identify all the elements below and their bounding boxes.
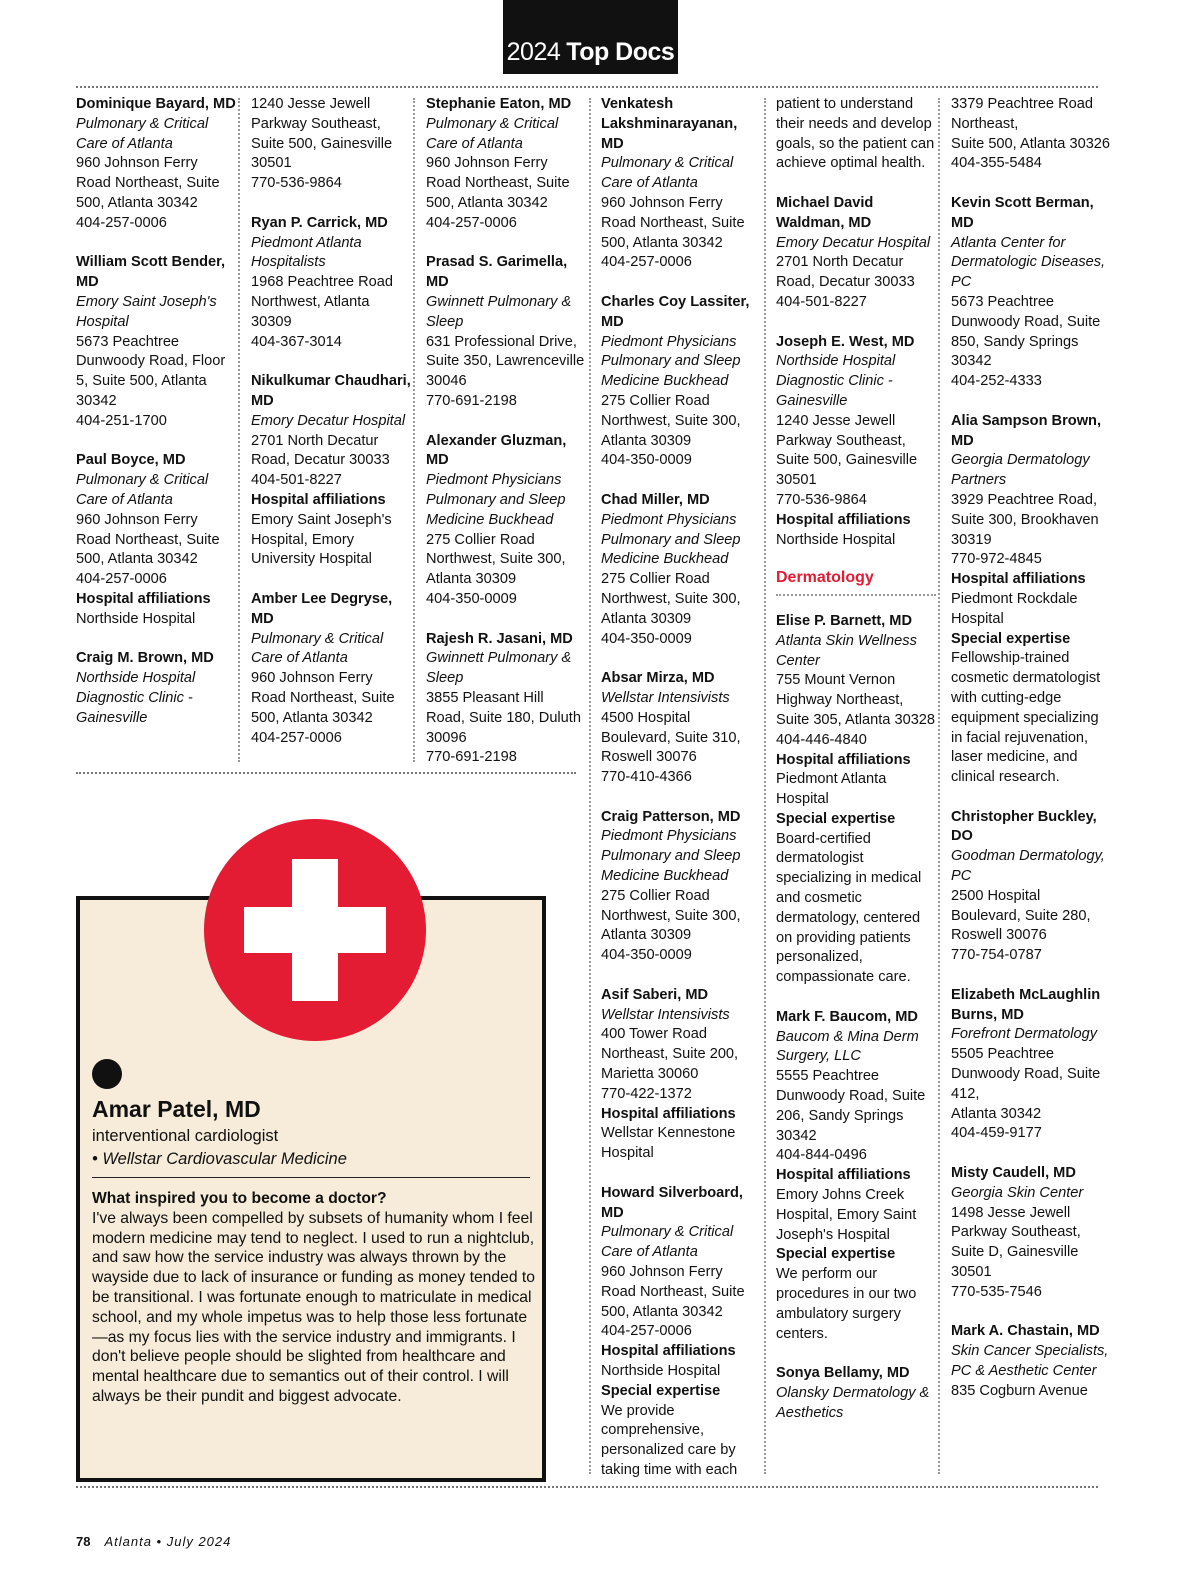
column-divider: [764, 98, 766, 1474]
doctor-name: Amber Lee Degryse, MD: [251, 590, 393, 627]
page-footer: [76, 1534, 231, 1549]
affiliations-text: Piedmont Rockdale Hospital: [951, 590, 1078, 627]
expertise-label: Special expertise: [776, 1246, 896, 1263]
bullet-dot-icon: [92, 1059, 122, 1089]
address-line: 835 Cogburn Avenue: [951, 1382, 1088, 1399]
practice-name: Wellstar Intensivists: [601, 1006, 730, 1023]
doctor-entry: [951, 986, 1111, 1144]
practice-name: Atlanta Skin Wellness Center: [776, 632, 917, 669]
doctor-entry: [601, 986, 761, 1164]
practice-name: Piedmont Physicians Pulmonary and Sleep Medicine Buckhead: [601, 828, 741, 885]
address-line: 3929 Peachtree Road, Suite 300, Brookhaven 30319: [951, 491, 1099, 548]
column-divider: [238, 98, 240, 762]
doctor-entry: [776, 1364, 936, 1423]
address-line: 275 Collier Road Northwest, Suite 300, Atlanta 30309: [601, 887, 741, 944]
address-line: 960 Johnson Ferry Road Northeast, Suite 500, Atlanta 30342: [426, 155, 570, 211]
practice-name: Pulmonary & Critical Care of Atlanta: [601, 1224, 734, 1261]
address-line: 5673 Peachtree Dunwoody Road, Floor 5, Suite 500, Atlanta 30342: [76, 333, 226, 409]
phone-number: 404-355-5484: [951, 155, 1042, 172]
doctor-entry: [251, 95, 411, 194]
listing-column-4: [601, 95, 761, 1501]
phone-number: 404-501-8227: [776, 293, 867, 310]
doctor-entry: [776, 95, 936, 174]
doctor-name: Elizabeth McLaughlin Burns, MD: [951, 986, 1101, 1023]
doctor-name: Alia Sampson Brown, MD: [951, 412, 1102, 449]
practice-name: Olansky Dermatology & Aesthetics: [776, 1385, 930, 1421]
address-line: 275 Collier Road Northwest, Suite 300, Atlanta 30309: [426, 531, 566, 588]
doctor-name: Kevin Scott Berman, MD: [951, 194, 1094, 231]
doctor-name: Prasad S. Garimella, MD: [426, 254, 568, 291]
practice-name: Piedmont Atlanta Hospitalists: [251, 234, 362, 271]
phone-number: 404-350-0009: [601, 452, 692, 469]
doctor-entry: [76, 451, 236, 629]
doctor-name: Elise P. Barnett, MD: [776, 612, 912, 629]
doctor-name: Absar Mirza, MD: [601, 670, 715, 687]
address-line: Suite 500, Atlanta 30326: [951, 135, 1111, 152]
doctor-name: Dominique Bayard, MD: [76, 96, 236, 112]
address-line: 960 Johnson Ferry Road Northeast, Suite 500, Atlanta 30342: [76, 155, 220, 211]
doctor-entry: [776, 612, 936, 988]
phone-number: 770-536-9864: [251, 175, 342, 192]
address-line: 2701 North Decatur Road, Decatur 30033: [776, 254, 915, 291]
doctor-name: Alexander Gluzman, MD: [426, 432, 567, 469]
expertise-text: patient to understand their needs and develop goals, so the patient can achieve optimal health.: [776, 96, 935, 172]
phone-number: 404-501-8227: [251, 472, 342, 489]
phone-number: 404-257-0006: [601, 1323, 692, 1340]
doctor-name: Howard Silverboard, MD: [601, 1184, 743, 1221]
phone-number: 770-536-9864: [776, 491, 867, 508]
profile-qa: [92, 1189, 538, 1407]
doctor-entry: [951, 95, 1111, 174]
phone-number: 770-535-7546: [951, 1283, 1042, 1300]
practice-name: Piedmont Physicians Pulmonary and Sleep Medicine Buckhead: [601, 333, 741, 390]
phone-number: 404-367-3014: [251, 333, 342, 350]
section-header-tab: [503, 0, 678, 74]
phone-number: 404-257-0006: [426, 214, 517, 231]
doctor-name: Mark A. Chastain, MD: [951, 1323, 1100, 1340]
doctor-entry: [951, 194, 1111, 392]
doctor-name: Mark F. Baucom, MD: [776, 1008, 918, 1025]
practice-name: Georgia Skin Center: [951, 1184, 1084, 1201]
doctor-name: Michael David Waldman, MD: [776, 194, 874, 231]
doctor-entry: [601, 808, 761, 966]
expertise-label: Special expertise: [776, 810, 896, 827]
profile-answer: I've always been compelled by subsets of humanity whom I feel modern medicine may tend to neglect. I used to run a nightclub, and saw how the service industry was always thrown by the wayside due to lack of insurance or funding as money tended to be transitional. I was fortunate enough to matriculate in medical school, and my whole impetus was to help those less fortunate—as my focus lies with the service industry and immigrants. I don't believe people should be slighted from healthcare and mental healthcare due to semantics out of their control. I will always be their pundit and biggest advocate.: [92, 1209, 536, 1405]
doctor-entry: [601, 669, 761, 788]
affiliations-label: Hospital affiliations: [251, 491, 386, 508]
practice-name: Pulmonary & Critical Care of Atlanta: [76, 115, 209, 152]
doctor-name: Rajesh R. Jasani, MD: [426, 630, 573, 647]
practice-name: Wellstar Intensivists: [601, 689, 730, 706]
phone-number: 404-350-0009: [426, 590, 517, 607]
address-line: 1240 Jesse Jewell Parkway Southeast, Suite 500, Gainesville 30501: [776, 412, 918, 489]
doctor-name: Charles Coy Lassiter, MD: [601, 293, 750, 330]
medical-cross-icon: [204, 819, 426, 1041]
expertise-text: We perform our procedures in our two ambulatory surgery centers.: [776, 1266, 917, 1342]
phone-number: 404-257-0006: [601, 254, 692, 271]
address-line: 1968 Peachtree Road Northwest, Atlanta 30309: [251, 274, 393, 330]
address-line: 3379 Peachtree Road Northeast,: [951, 96, 1093, 132]
section-heading: Dermatology: [776, 568, 936, 596]
doctor-name: Misty Caudell, MD: [951, 1165, 1076, 1182]
phone-number: 404-252-4333: [951, 373, 1042, 390]
affiliations-label: Hospital affiliations: [776, 511, 911, 528]
phone-number: 770-422-1372: [601, 1085, 692, 1102]
phone-number: 404-257-0006: [251, 729, 342, 746]
phone-number: 404-257-0006: [76, 571, 167, 588]
doctor-entry: [951, 808, 1111, 966]
address-line: 2701 North Decatur Road, Decatur 30033: [251, 432, 390, 469]
doctor-name: Joseph E. West, MD: [776, 333, 915, 350]
affiliations-text: Piedmont Atlanta Hospital: [776, 771, 887, 808]
address-line: 960 Johnson Ferry Road Northeast, Suite 500, Atlanta 30342: [251, 670, 395, 726]
affiliations-label: Hospital affiliations: [601, 1343, 736, 1360]
affiliations-text: Wellstar Kennestone Hospital: [601, 1125, 736, 1162]
doctor-name: Venkatesh Lakshminarayanan, MD: [601, 96, 738, 152]
column-divider: [589, 98, 591, 1474]
doctor-entry: [76, 253, 236, 431]
doctor-entry: [776, 194, 936, 313]
address-line: 1240 Jesse Jewell Parkway Southeast, Suite 500, Gainesville 30501: [251, 96, 393, 172]
column-divider: [413, 98, 415, 762]
affiliations-label: Hospital affiliations: [76, 590, 211, 607]
doctor-entry: [951, 1164, 1111, 1303]
address-line: 755 Mount Vernon Highway Northeast, Suite 305, Atlanta 30328: [776, 672, 936, 728]
doctor-entry: [601, 1184, 761, 1481]
phone-number: 770-691-2198: [426, 392, 517, 409]
doctor-entry: [251, 590, 411, 748]
address-line: 631 Professional Drive, Suite 350, Lawrenceville 30046: [426, 333, 585, 390]
affiliations-label: Hospital affiliations: [951, 571, 1086, 588]
doctor-name: William Scott Bender, MD: [76, 254, 226, 291]
doctor-entry: [426, 432, 586, 610]
doctor-entry: [426, 95, 586, 234]
doctor-name: Nikulkumar Chaudhari, MD: [251, 373, 411, 409]
listing-column-3: [426, 95, 586, 788]
affiliations-text: Emory Johns Creek Hospital, Emory Saint Joseph's Hospital: [776, 1187, 917, 1243]
address-line: 5505 Peachtree Dunwoody Road, Suite 412,: [951, 1046, 1101, 1102]
practice-name: Georgia Dermatology Partners: [951, 452, 1090, 489]
profile-name: Amar Patel, MD: [92, 1096, 261, 1122]
doctor-entry: [601, 491, 761, 649]
bottom-dotted-rule: [76, 1486, 1098, 1488]
publication-line: Atlanta • July 2024: [104, 1534, 232, 1549]
page-number: 78: [76, 1534, 91, 1549]
phone-number: 404-844-0496: [776, 1147, 867, 1164]
phone-number: 770-410-4366: [601, 769, 692, 786]
listing-column-6: [951, 95, 1111, 1421]
address-line: 275 Collier Road Northwest, Suite 300, Atlanta 30309: [601, 571, 741, 627]
practice-name: Skin Cancer Specialists, PC & Aesthetic Center: [951, 1343, 1109, 1379]
doctor-entry: [426, 253, 586, 411]
practice-name: Gwinnett Pulmonary & Sleep: [426, 650, 572, 687]
practice-name: Northside Hospital Diagnostic Clinic - Gainesville: [76, 670, 196, 726]
phone-number: 404-459-9177: [951, 1125, 1042, 1142]
doctor-entry: [251, 214, 411, 353]
doctor-entry: [601, 95, 761, 273]
practice-name: Forefront Dermatology: [951, 1026, 1097, 1043]
doctor-entry: [76, 649, 236, 728]
address-line: 3855 Pleasant Hill Road, Suite 180, Duluth 30096: [426, 689, 581, 746]
doctor-entry: [601, 293, 761, 471]
doctor-name: Chad Miller, MD: [601, 491, 710, 508]
practice-name: Goodman Dermatology, PC: [951, 848, 1105, 885]
listing-column-1: [76, 95, 236, 748]
address-line: 960 Johnson Ferry Road Northeast, Suite 500, Atlanta 30342: [601, 194, 745, 251]
affiliations-label: Hospital affiliations: [776, 751, 911, 768]
address-line: 2500 Hospital Boulevard, Suite 280, Roswell 30076: [951, 887, 1091, 944]
address-line: 5555 Peachtree Dunwoody Road, Suite 206, Sandy Springs 30342: [776, 1068, 926, 1144]
profile-affiliation: • Wellstar Cardiovascular Medicine: [92, 1150, 347, 1168]
practice-name: Emory Decatur Hospital: [251, 412, 406, 429]
affiliations-text: Northside Hospital: [76, 610, 196, 627]
doctor-name: Sonya Bellamy, MD: [776, 1365, 910, 1382]
phone-number: 404-446-4840: [776, 731, 867, 748]
header-year: 2024: [506, 38, 561, 66]
doctor-name: Ryan P. Carrick, MD: [251, 214, 388, 231]
doctor-entry: [251, 372, 411, 570]
doctor-entry: [76, 95, 236, 234]
doctor-entry: [951, 1322, 1111, 1401]
address-line: 400 Tower Road Northeast, Suite 200, Marietta 30060: [601, 1026, 739, 1083]
listing-column-2: [251, 95, 411, 768]
practice-name: Atlanta Center for Dermatologic Diseases, PC: [951, 234, 1106, 291]
doctor-entry: [776, 1008, 936, 1345]
practice-name: Pulmonary & Critical Care of Atlanta: [251, 630, 384, 667]
doctor-name: Stephanie Eaton, MD: [426, 96, 572, 112]
doctor-name: Asif Saberi, MD: [601, 986, 709, 1003]
address-line: 5673 Peachtree Dunwoody Road, Suite 850, Sandy Springs 30342: [951, 293, 1101, 370]
header-label: Top Docs: [566, 38, 675, 66]
affiliations-text: Northside Hospital: [776, 531, 896, 548]
profile-specialty: interventional cardiologist: [92, 1127, 279, 1145]
practice-name: Piedmont Physicians Pulmonary and Sleep Medicine Buckhead: [426, 472, 566, 528]
expertise-text: Fellowship-trained cosmetic dermatologist with cutting-edge equipment specializing in facial rejuvenation, laser medicine, and clinical research.: [951, 650, 1101, 786]
expertise-text: We provide comprehensive, personalized care by taking time with each: [601, 1402, 738, 1478]
address-line: 4500 Hospital Boulevard, Suite 310, Roswell 30076: [601, 709, 741, 766]
practice-name: Pulmonary & Critical Care of Atlanta: [426, 115, 559, 152]
doctor-name: Craig Patterson, MD: [601, 808, 741, 825]
phone-number: 404-350-0009: [601, 947, 692, 964]
address-line: Atlanta 30342: [951, 1105, 1042, 1122]
practice-name: Emory Saint Joseph's Hospital: [76, 293, 217, 330]
phone-number: 770-972-4845: [951, 551, 1042, 568]
doctor-name: Paul Boyce, MD: [76, 452, 186, 469]
doctor-entry: [776, 333, 936, 551]
address-line: 275 Collier Road Northwest, Suite 300, Atlanta 30309: [601, 392, 741, 449]
profile-question: What inspired you to become a doctor?: [92, 1190, 387, 1207]
practice-name: Northside Hospital Diagnostic Clinic - Gainesville: [776, 353, 896, 409]
phone-number: 770-754-0787: [951, 947, 1042, 964]
practice-name: Baucom & Mina Derm Surgery, LLC: [776, 1028, 919, 1065]
expertise-text: Board-certified dermatologist specializing in medical and cosmetic dermatology, centered on providing patients personalized, compassionate care.: [776, 830, 922, 986]
affiliations-text: Northside Hospital: [601, 1363, 721, 1379]
listing-column-5: [776, 95, 936, 1443]
doctor-entry: [426, 630, 586, 769]
phone-number: 404-257-0006: [76, 214, 167, 231]
affiliations-text: Emory Saint Joseph's Hospital, Emory University Hospital: [251, 511, 392, 568]
practice-name: Piedmont Physicians Pulmonary and Sleep Medicine Buckhead: [601, 511, 741, 568]
expertise-label: Special expertise: [951, 630, 1071, 647]
practice-name: Gwinnett Pulmonary & Sleep: [426, 293, 572, 330]
phone-number: 404-251-1700: [76, 412, 167, 429]
column-divider: [938, 98, 940, 1474]
address-line: 960 Johnson Ferry Road Northeast, Suite 500, Atlanta 30342: [601, 1264, 745, 1320]
doctor-name: Craig M. Brown, MD: [76, 650, 214, 667]
practice-name: Emory Decatur Hospital: [776, 234, 931, 251]
profile-divider: [92, 1177, 530, 1178]
expertise-label: Special expertise: [601, 1382, 721, 1399]
practice-name: Pulmonary & Critical Care of Atlanta: [76, 472, 209, 508]
affiliations-label: Hospital affiliations: [776, 1167, 911, 1184]
doctor-entry: [951, 412, 1111, 788]
address-line: 960 Johnson Ferry Road Northeast, Suite 500, Atlanta 30342: [76, 511, 220, 568]
address-line: 1498 Jesse Jewell Parkway Southeast, Suite D, Gainesville 30501: [951, 1204, 1081, 1281]
doctor-name: Christopher Buckley, DO: [951, 808, 1097, 845]
phone-number: 770-691-2198: [426, 749, 517, 766]
phone-number: 404-350-0009: [601, 630, 692, 647]
affiliations-label: Hospital affiliations: [601, 1105, 736, 1122]
practice-name: Pulmonary & Critical Care of Atlanta: [601, 155, 734, 192]
top-dotted-rule: [76, 86, 1098, 88]
